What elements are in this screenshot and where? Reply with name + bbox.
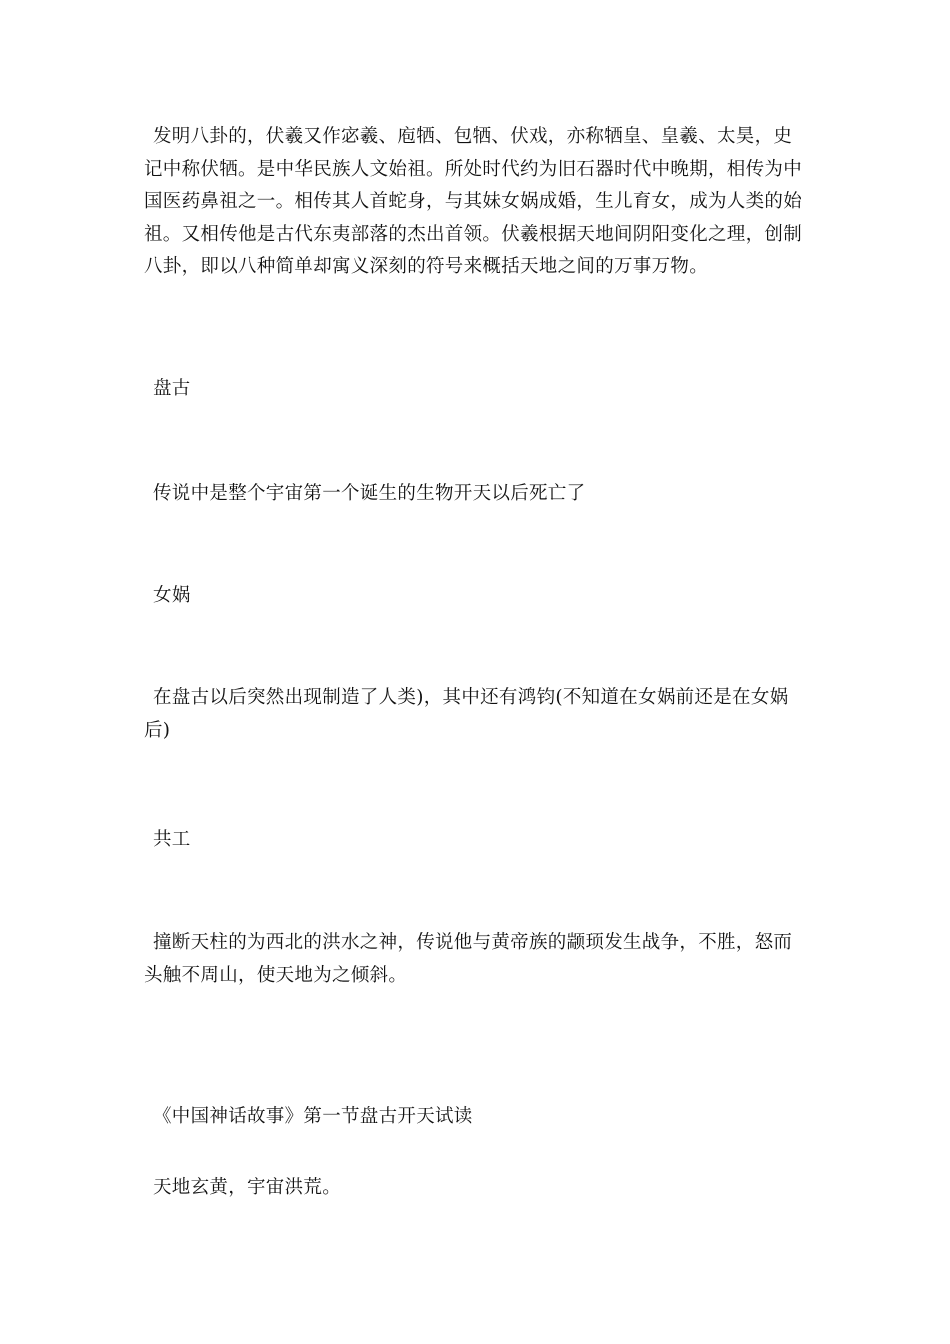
opening-line: 天地玄黄，宇宙洪荒。 bbox=[153, 1177, 342, 1198]
pangu-description: 传说中是整个宇宙第一个诞生的生物开天以后死亡了 bbox=[153, 483, 586, 504]
nuwa-heading: 女娲 bbox=[153, 585, 191, 606]
book-section-title: 《中国神话故事》第一节盘古开天试读 bbox=[153, 1106, 473, 1127]
gonggong-description: 撞断天柱的为西北的洪水之神，传说他与黄帝族的颛顼发生战争，不胜，怒而头触不周山，使天地为之倾斜。 bbox=[144, 932, 793, 986]
gonggong-heading: 共工 bbox=[153, 829, 191, 850]
fuxi-paragraph: 发明八卦的，伏羲又作宓羲、庖牺、包牺、伏戏，亦称牺皇、皇羲、太昊，史记中称伏牺。是中华民族人文始祖。所处时代约为旧石器时代中晚期，相传为中国医药鼻祖之一。相传其人首蛇身，与其妹女娲成婚，生儿育女，成为人类的始祖。又相传他是古代东夷部落的杰出首领。伏羲根据天地间阴阳变化之理，创制八卦，即以八种简单却寓义深刻的符号来概括天地之间的万事万物。 bbox=[144, 126, 803, 277]
pangu-heading: 盘古 bbox=[153, 378, 191, 399]
nuwa-description: 在盘古以后突然出现制造了人类)，其中还有鸿钧(不知道在女娲前还是在女娲后) bbox=[144, 687, 789, 741]
